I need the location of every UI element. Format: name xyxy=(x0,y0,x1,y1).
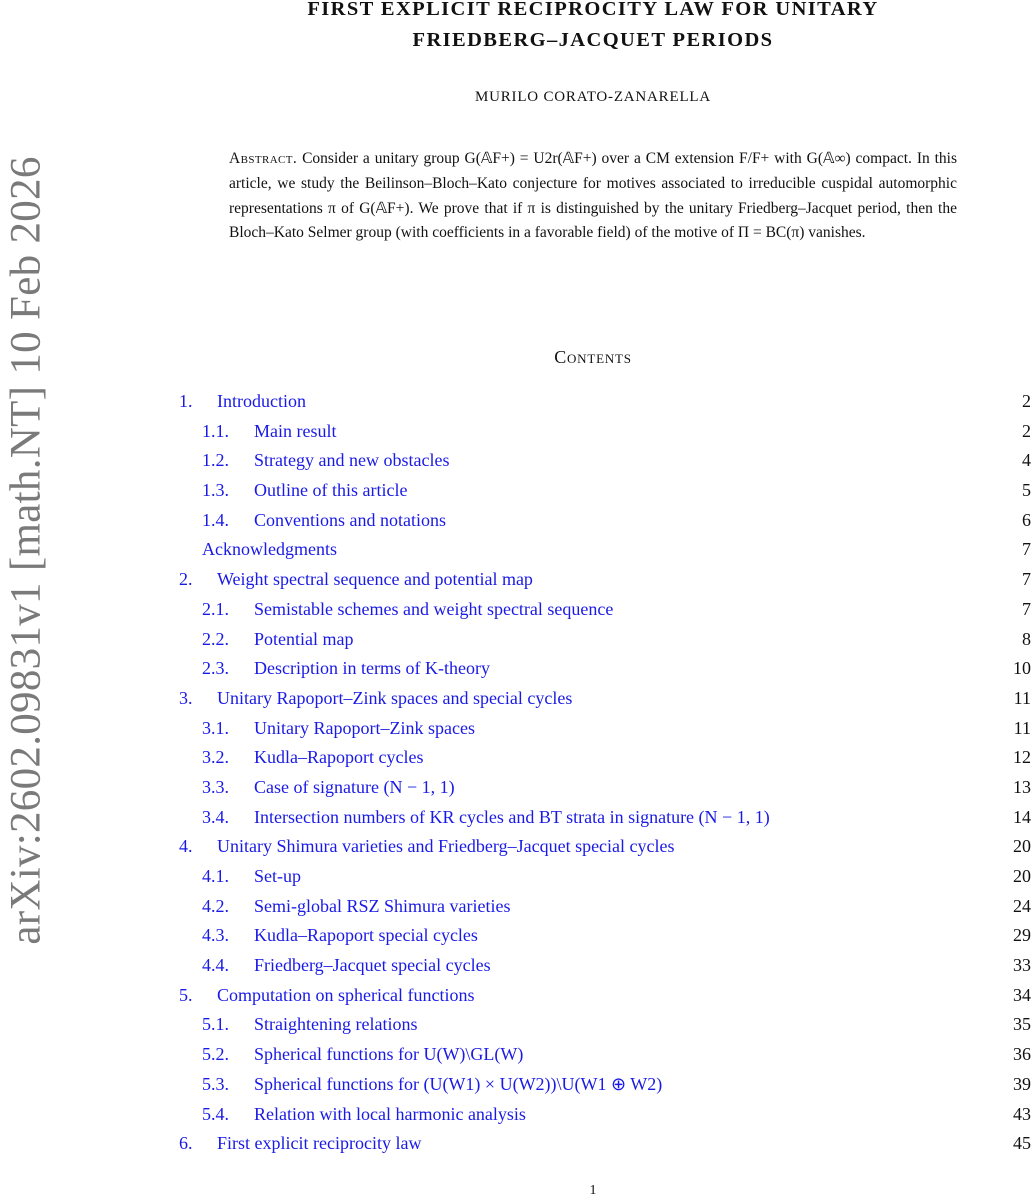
toc-entry-title[interactable]: Strategy and new obstacles xyxy=(254,450,450,471)
abstract-label: Abstract. xyxy=(229,150,298,167)
toc-entry-title[interactable]: Unitary Rapoport–Zink spaces and special cycles xyxy=(217,687,573,708)
toc-entry[interactable] xyxy=(0,535,1031,565)
toc-entry-title[interactable]: Straightening relations xyxy=(254,1014,418,1035)
toc-entry-number[interactable]: 4.4. xyxy=(202,955,229,976)
page-number: 1 xyxy=(589,1183,597,1198)
toc-entry[interactable] xyxy=(0,595,1031,625)
toc-entry-number[interactable]: 5.3. xyxy=(202,1073,229,1094)
toc-entry-title[interactable]: Introduction xyxy=(217,391,306,411)
toc-entry-page: 43 xyxy=(1013,1103,1031,1124)
toc-entry-page: 10 xyxy=(1013,658,1031,679)
toc-entry-title[interactable]: Description in terms of K-theory xyxy=(254,658,490,679)
toc-entry-page: 2 xyxy=(1022,391,1031,411)
toc-entry[interactable] xyxy=(0,773,1031,803)
toc-entry[interactable] xyxy=(0,684,1031,714)
toc-entry-number[interactable]: 2.3. xyxy=(202,658,229,679)
toc-entry[interactable] xyxy=(0,1129,1031,1159)
toc-entry[interactable] xyxy=(0,1070,1031,1100)
toc-entry-page: 14 xyxy=(1013,806,1031,827)
table-of-contents xyxy=(0,387,1031,1159)
toc-entry-number[interactable]: 1.2. xyxy=(202,450,229,471)
toc-entry-page: 13 xyxy=(1013,776,1031,797)
toc-entry-page: 34 xyxy=(1013,984,1031,1005)
abstract-text: Consider a unitary group G(𝔸F+) = U2r(𝔸F+) over a CM extension F/F+ with G(𝔸∞) compact. In this article, we study the Beilinson–Bloch–Kato conjecture for motives associated to irreducible cuspidal automorphic representations π of G(𝔸F+). We prove that if π is distinguished by the unitary Friedberg–Jacquet period, then the Bloch–Kato Selmer group (with coefficients in a favorable field) of the motive of Π = BC(π) vanishes. xyxy=(229,150,958,242)
toc-entry-title[interactable]: Relation with local harmonic analysis xyxy=(254,1103,526,1124)
toc-entry-page: 20 xyxy=(1013,836,1031,857)
toc-entry-page: 36 xyxy=(1013,1044,1031,1065)
toc-entry-title[interactable]: Friedberg–Jacquet special cycles xyxy=(254,955,491,976)
toc-entry[interactable] xyxy=(0,565,1031,595)
paper-title-line-1: FIRST EXPLICIT RECIPROCITY LAW FOR UNITARY xyxy=(307,0,879,20)
toc-entry-page: 33 xyxy=(1013,955,1031,976)
toc-entry-page: 24 xyxy=(1013,895,1031,916)
toc-entry-title[interactable]: Case of signature (N − 1, 1) xyxy=(254,776,455,797)
toc-entry-page: 6 xyxy=(1022,509,1031,530)
abstract xyxy=(229,147,957,246)
toc-entry-title[interactable]: Intersection numbers of KR cycles and BT strata in signature (N − 1, 1) xyxy=(254,806,770,827)
arxiv-watermark-text: arXiv:2602.09831v1 [math.NT] 10 Feb 2026 xyxy=(2,155,50,945)
toc-entry-title[interactable]: First explicit reciprocity law xyxy=(217,1133,422,1154)
toc-entry-number[interactable]: 4. xyxy=(179,836,193,857)
toc-entry-number[interactable]: 5.4. xyxy=(202,1103,229,1124)
toc-entry[interactable] xyxy=(0,387,1031,417)
toc-entry-page: 7 xyxy=(1022,598,1031,619)
toc-entry[interactable] xyxy=(0,862,1031,892)
toc-entry-page: 12 xyxy=(1013,747,1031,768)
toc-entry-title[interactable]: Semi-global RSZ Shimura varieties xyxy=(254,895,511,916)
toc-entry-number[interactable]: 1.4. xyxy=(202,509,229,530)
toc-entry-page: 39 xyxy=(1013,1073,1031,1094)
toc-entry-number[interactable]: 6. xyxy=(179,1133,193,1154)
toc-entry-page: 4 xyxy=(1022,450,1031,471)
toc-entry-title[interactable]: Semistable schemes and weight spectral sequence xyxy=(254,598,614,619)
toc-entry-title[interactable]: Weight spectral sequence and potential map xyxy=(217,569,533,590)
toc-entry-page: 20 xyxy=(1013,866,1031,886)
toc-entry-number[interactable]: 2. xyxy=(179,569,193,590)
toc-entry-page: 45 xyxy=(1013,1133,1031,1154)
toc-entry-number[interactable]: 2.1. xyxy=(202,598,229,619)
toc-entry-page: 35 xyxy=(1013,1014,1031,1035)
toc-entry-title[interactable]: Computation on spherical functions xyxy=(217,984,475,1005)
toc-entry-number[interactable]: 4.2. xyxy=(202,895,229,916)
contents-heading: Contents xyxy=(554,347,632,367)
toc-entry[interactable] xyxy=(0,921,1031,951)
toc-entry-number[interactable]: 3.4. xyxy=(202,806,229,827)
toc-entry-number[interactable]: 4.3. xyxy=(202,925,229,946)
toc-entry[interactable] xyxy=(0,951,1031,981)
toc-entry-title[interactable]: Spherical functions for (U(W1) × U(W2))\U(W1 ⊕ W2) xyxy=(254,1073,663,1094)
toc-entry-page: 7 xyxy=(1022,539,1031,560)
toc-entry-title[interactable]: Kudla–Rapoport cycles xyxy=(254,747,424,768)
toc-entry-page: 7 xyxy=(1022,569,1031,590)
toc-entry[interactable] xyxy=(0,832,1031,862)
toc-entry-number[interactable]: 5.2. xyxy=(202,1044,229,1065)
toc-entry-page: 11 xyxy=(1013,717,1031,738)
toc-entry-title[interactable]: Set-up xyxy=(254,866,301,886)
toc-entry-number[interactable]: 1.1. xyxy=(202,420,229,441)
toc-entry-page: 29 xyxy=(1013,925,1031,946)
toc-entry-title[interactable]: Acknowledgments xyxy=(202,539,337,560)
toc-entry[interactable] xyxy=(0,654,1031,684)
toc-entry-title[interactable]: Kudla–Rapoport special cycles xyxy=(254,925,478,946)
toc-entry-number[interactable]: 1.3. xyxy=(202,480,229,501)
toc-entry-title[interactable]: Unitary Shimura varieties and Friedberg–Jacquet special cycles xyxy=(217,836,675,857)
toc-entry-title[interactable]: Main result xyxy=(254,420,337,441)
toc-entry[interactable] xyxy=(0,476,1031,506)
toc-entry[interactable] xyxy=(0,1010,1031,1040)
toc-entry[interactable] xyxy=(0,743,1031,773)
toc-entry-page: 11 xyxy=(1013,687,1031,708)
toc-entry[interactable] xyxy=(0,446,1031,476)
toc-entry-title[interactable]: Potential map xyxy=(254,628,354,649)
toc-entry[interactable] xyxy=(0,981,1031,1011)
toc-entry-title[interactable]: Outline of this article xyxy=(254,480,408,501)
toc-entry[interactable] xyxy=(0,1100,1031,1130)
toc-entry[interactable] xyxy=(0,892,1031,922)
paper-title xyxy=(0,0,1031,56)
toc-entry-number[interactable]: 2.2. xyxy=(202,628,229,649)
toc-entry-number[interactable]: 1. xyxy=(179,391,193,411)
toc-entry-title[interactable]: Conventions and notations xyxy=(254,509,446,530)
toc-entry[interactable] xyxy=(0,803,1031,833)
toc-entry-page: 2 xyxy=(1022,420,1031,441)
toc-entry-number[interactable]: 4.1. xyxy=(202,866,229,886)
toc-entry[interactable] xyxy=(0,625,1031,655)
toc-entry[interactable] xyxy=(0,417,1031,447)
toc-entry[interactable] xyxy=(0,714,1031,744)
toc-entry-number[interactable]: 5. xyxy=(179,984,193,1005)
toc-entry-number[interactable]: 3.3. xyxy=(202,776,229,797)
toc-entry-number[interactable]: 3.1. xyxy=(202,717,229,738)
toc-entry-page: 8 xyxy=(1022,628,1031,649)
paper-title-line-2: FRIEDBERG–JACQUET PERIODS xyxy=(412,29,774,51)
toc-entry[interactable] xyxy=(0,1040,1031,1070)
toc-entry-page: 5 xyxy=(1022,480,1031,501)
toc-entry-number[interactable]: 3.2. xyxy=(202,747,229,768)
toc-entry-number[interactable]: 3. xyxy=(179,687,193,708)
toc-entry-title[interactable]: Spherical functions for U(W)\GL(W) xyxy=(254,1044,524,1065)
toc-entry-number[interactable]: 5.1. xyxy=(202,1014,229,1035)
toc-entry[interactable] xyxy=(0,506,1031,536)
toc-entry-title[interactable]: Unitary Rapoport–Zink spaces xyxy=(254,717,475,738)
author: MURILO CORATO-ZANARELLA xyxy=(474,89,712,105)
